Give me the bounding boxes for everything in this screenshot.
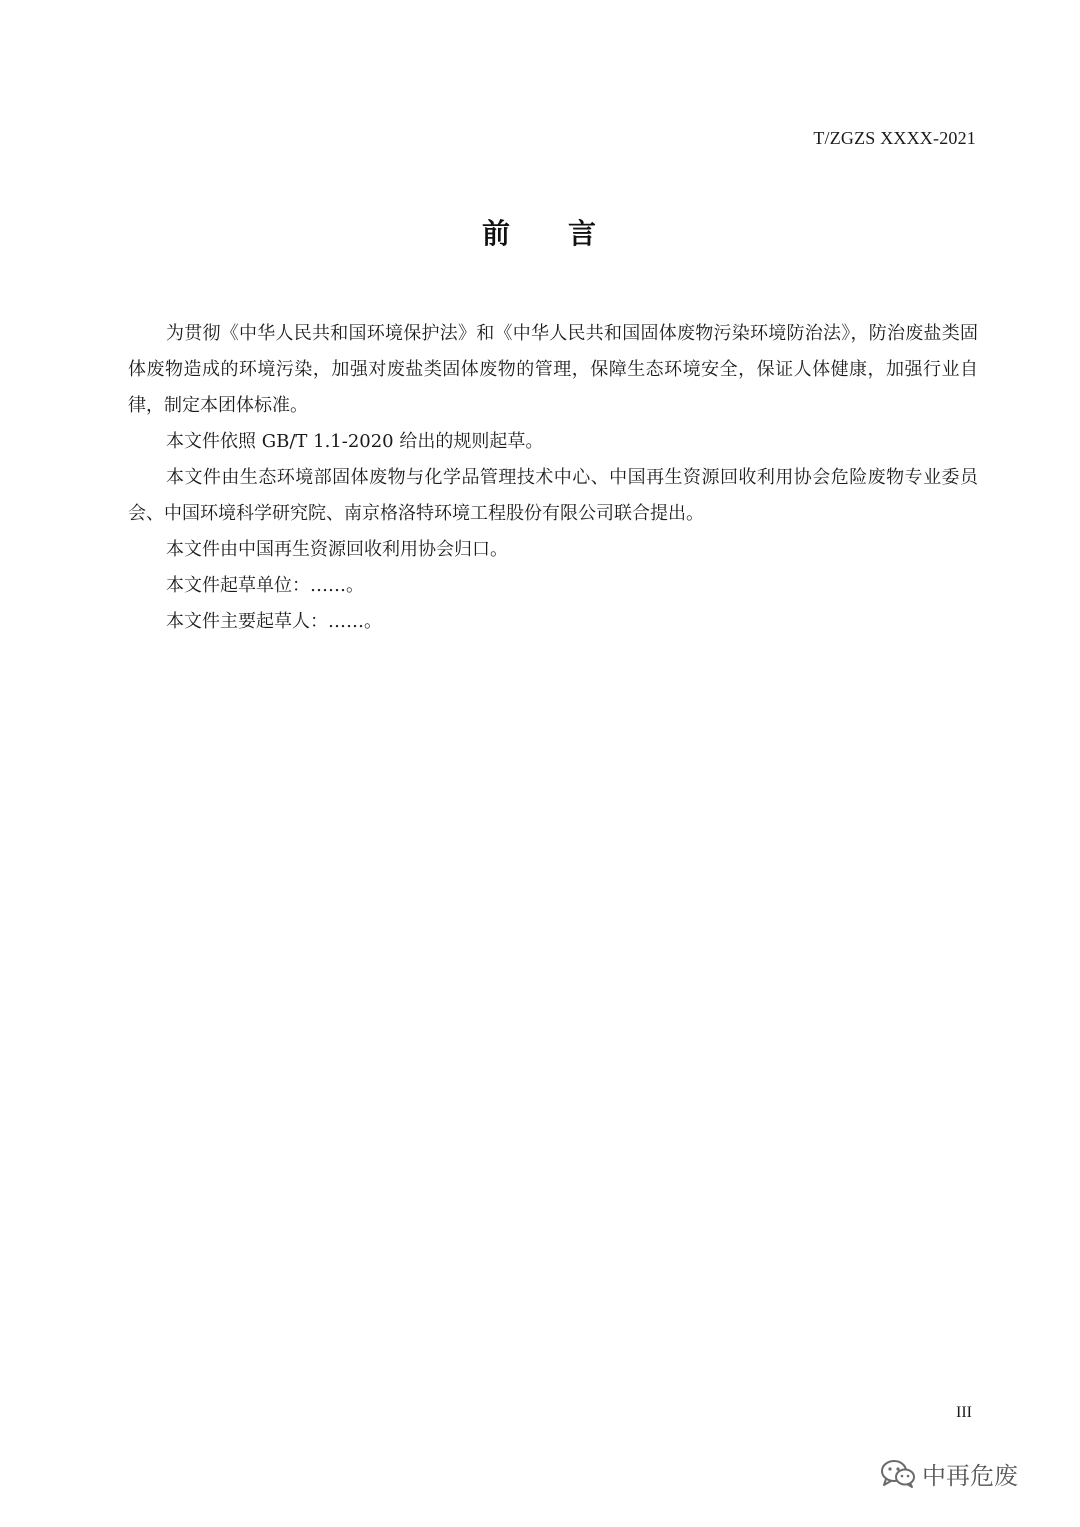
wechat-icon xyxy=(880,1459,916,1489)
paragraph-centralized: 本文件由中国再生资源回收利用协会归口。 xyxy=(166,539,508,560)
paragraph-proposers: 本文件由生态环境部固体废物与化学品管理技术中心、中国再生资源回收利用协会危险废物专业委员会、中国环境科学研究院、南京格洛特环境工程股份有限公司联合提出。 xyxy=(128,467,978,524)
page-title xyxy=(0,212,1080,252)
title-char-2: 言 xyxy=(568,217,599,250)
title-char-1: 前 xyxy=(481,217,512,250)
paragraph-drafting-rules: 本文件依照 GB/T 1.1-2020 给出的规则起草。 xyxy=(166,431,544,452)
paragraph-drafters: 本文件主要起草人：……。 xyxy=(166,611,382,632)
foreword-body xyxy=(128,316,978,640)
page-number: III xyxy=(956,1404,972,1421)
paragraph-purpose: 为贯彻《中华人民共和国环境保护法》和《中华人民共和国固体废物污染环境防治法》，防治废盐类固体废物造成的环境污染，加强对废盐类固体废物的管理，保障生态环境安全，保证人体健康，加强行业自律，制定本团体标准。 xyxy=(128,323,978,416)
paragraph-drafting-units: 本文件起草单位：……。 xyxy=(166,575,364,596)
watermark xyxy=(880,1456,1018,1491)
document-code: T/ZGZS XXXX-2021 xyxy=(813,128,976,148)
watermark-text: 中再危废 xyxy=(922,1462,1018,1490)
